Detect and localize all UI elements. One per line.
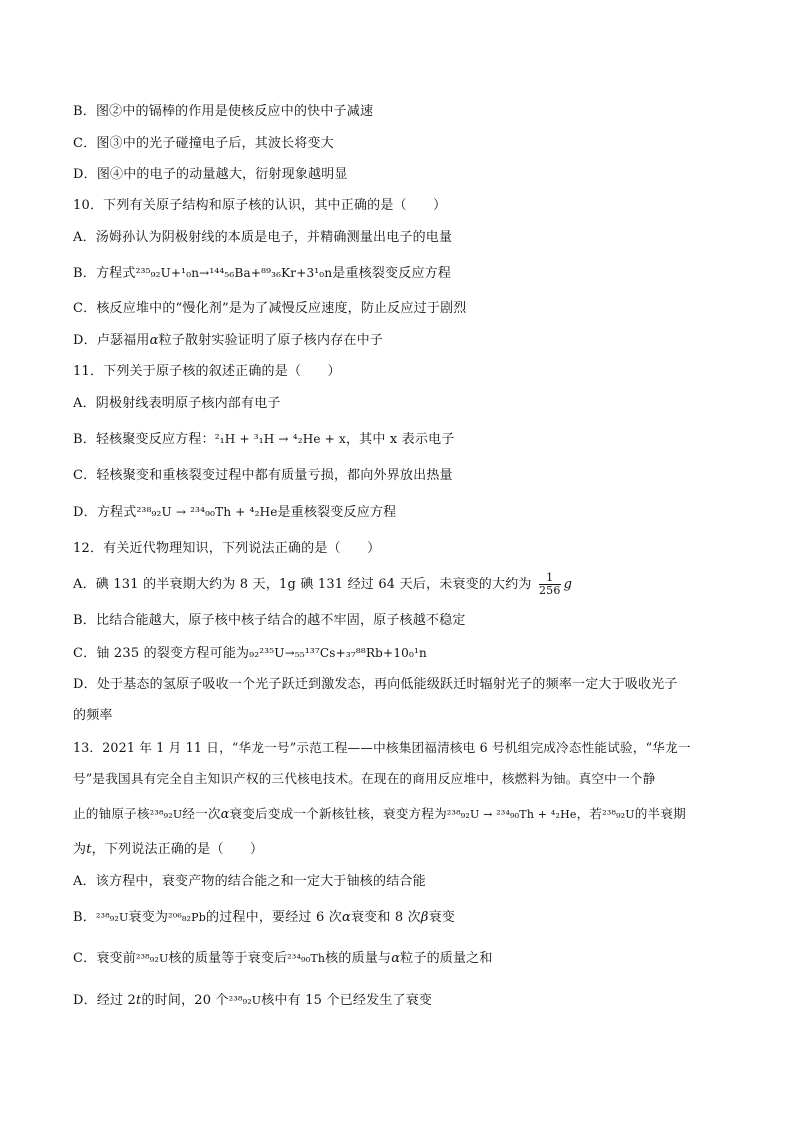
q11-option-c: C．轻核聚变和重核裂变过程中都有质量亏损，都向外界放出热量 — [73, 468, 453, 483]
q10-option-c: C．核反应堆中的“慢化剂”是为了减慢反应速度，防止反应过于剧烈 — [73, 301, 467, 316]
q13-option-d: D．经过 2t的时间，20 个²³⁸₉₂U核中有 15 个已经发生了衰变 — [73, 993, 433, 1008]
fusion-equation: ²₁H + ³₁H → ⁴₂He + x — [214, 432, 346, 446]
q10-stem: 10．下列有关原子结构和原子核的认识，其中正确的是（ ） — [73, 198, 447, 213]
q10-option-d: D．卢瑟福用α粒子散射实验证明了原子核内存在中子 — [73, 333, 384, 348]
q10-option-b: B．方程式²³⁵₉₂U+¹₀n→¹⁴⁴₅₆Ba+⁸⁹₃₆Kr+3¹₀n是重核裂变反应方程 — [73, 266, 452, 281]
q13-option-b: B．²³⁸₉₂U衰变为²⁰⁶₈₂Pb的过程中，要经过 6 次α衰变和 8 次β衰变 — [73, 910, 455, 925]
q9-option-d: D．图④中的电子的动量越大，衍射现象越明显 — [73, 167, 348, 182]
q13-stem-line4: 为t，下列说法正确的是（ ） — [73, 842, 264, 857]
q12-option-c: C．铀 235 的裂变方程可能为₉₂²³⁵U→₅₅¹³⁷Cs+₃₇⁸⁸Rb+10₀¹n — [73, 646, 427, 661]
q12-stem: 12．有关近代物理知识，下列说法正确的是（ ） — [73, 541, 381, 556]
q11-stem: 11．下列关于原子核的叙述正确的是（ ） — [73, 364, 341, 379]
q11-option-b: B．轻核聚变反应方程：²₁H + ³₁H → ⁴₂He + x，其中 x 表示电子 — [73, 432, 455, 447]
q13-stem-line2: 号”是我国具有完全自主知识产权的三代核电技术。在现在的商用反应堆中，核燃料为铀。真空中一个静 — [73, 771, 656, 786]
q12-option-d-line1: D．处于基态的氢原子吸收一个光子跃迁到激发态，再向低能级跃迁时辐射光子的频率一定大于吸收光子 — [73, 677, 678, 692]
q13-stem-line1: 13．2021 年 1 月 11 日，“华龙一号”示范工程——中核集团福清核电 6 号机组完成冷态性能试验，“华龙一 — [73, 740, 691, 755]
q11-option-a: A．阴极射线表明原子核内部有电子 — [73, 396, 281, 411]
q12-option-b: B．比结合能越大，原子核中核子结合的越不牢固，原子核越不稳定 — [73, 613, 466, 628]
q13-option-c: C．衰变前²³⁸₉₂U核的质量等于衰变后²³⁴₉₀Th核的质量与α粒子的质量之和 — [73, 951, 493, 966]
u235-fission-equation: ₉₂²³⁵U→₅₅¹³⁷Cs+₃₇⁸⁸Rb+10₀¹n — [249, 646, 427, 660]
u238-decay-equation: ²³⁸₉₂U → ²³⁴₉₀Th + ⁴₂He — [446, 808, 577, 821]
alpha-decay-equation: ²³⁸₉₂U → ²³⁴₉₀Th + ⁴₂He — [136, 505, 278, 519]
q11-option-d: D．方程式²³⁸₉₂U → ²³⁴₉₀Th + ⁴₂He是重核裂变反应方程 — [73, 505, 397, 520]
q13-option-a: A．该方程中，衰变产物的结合能之和一定大于铀核的结合能 — [73, 874, 426, 889]
q9-option-b: B．图②中的镉棒的作用是使核反应中的快中子减速 — [73, 104, 374, 119]
q9-option-c: C．图③中的光子碰撞电子后，其波长将变大 — [73, 136, 334, 151]
fission-equation: ²³⁵₉₂U+¹₀n→¹⁴⁴₅₆Ba+⁸⁹₃₆Kr+3¹₀n — [135, 266, 333, 280]
q13-stem-line3: 止的铀原子核²³⁸₉₂U经一次α衰变后变成一个新核钍核，衰变方程为²³⁸₉₂U → ²³⁴₉₀Th + ⁴₂He，若²³⁸₉₂U的半衰期 — [73, 806, 686, 821]
fraction-1-256: $\frac{1}{256}$ — [538, 571, 561, 597]
q10-option-a: A．汤姆孙认为阴极射线的本质是电子，并精确测量出电子的电量 — [73, 230, 453, 245]
q12-option-a: A．碘 131 的半衰期大约为 8 天，1g 碘 131 经过 64 天后，未衰变的大约为 $\frac{1}{256}$ g — [73, 571, 573, 597]
q12-option-d-line2: 的频率 — [73, 708, 113, 723]
